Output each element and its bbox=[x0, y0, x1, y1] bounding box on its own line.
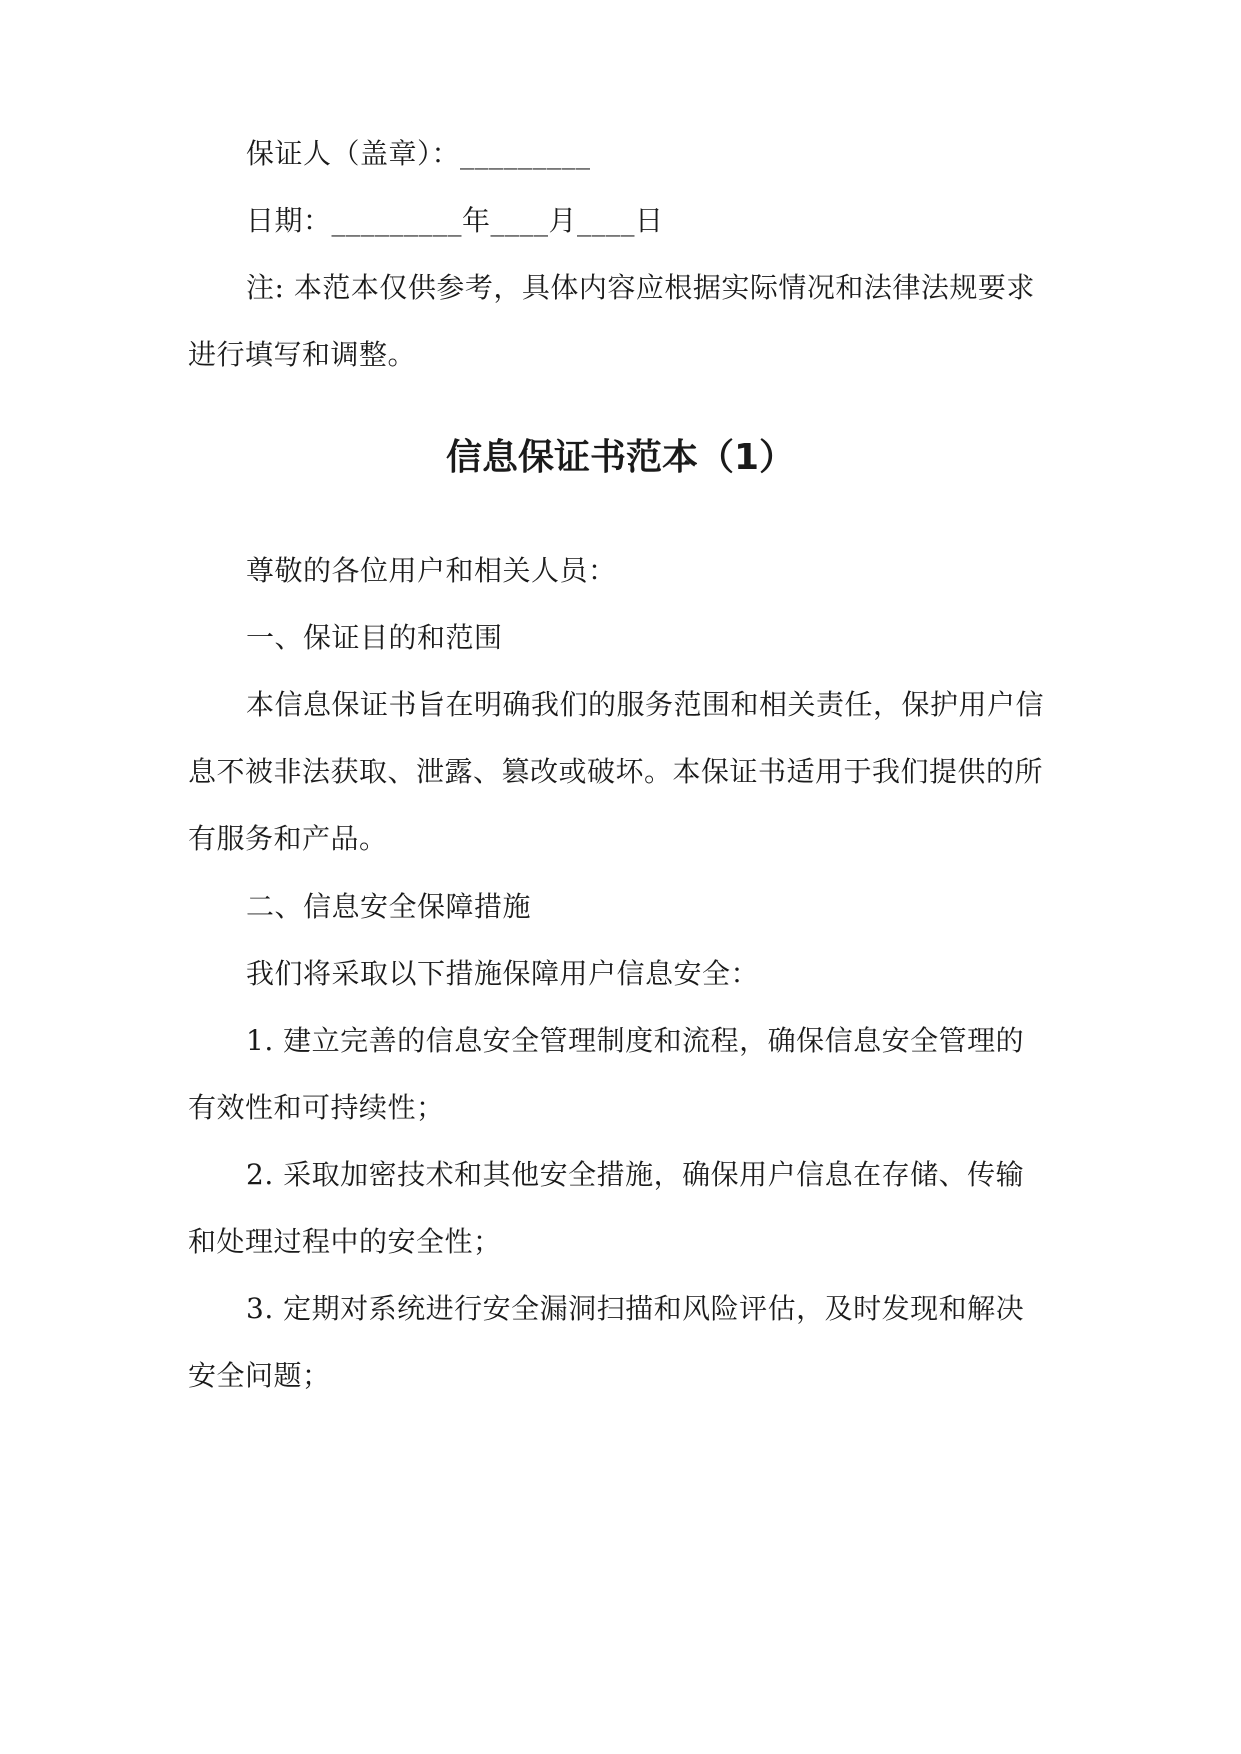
date-line: 日期：_________年____月____日 bbox=[246, 204, 664, 237]
document-title: 信息保证书范本（1） bbox=[445, 437, 796, 478]
salutation: 尊敬的各位用户和相关人员： bbox=[246, 554, 617, 587]
list-item-1-line-2: 有效性和可持续性； bbox=[188, 1091, 445, 1124]
section-2-intro: 我们将采取以下措施保障用户信息安全： bbox=[246, 957, 760, 990]
list-item-2-line-1: 2. 采取加密技术和其他安全措施，确保用户信息在存储、传输 bbox=[246, 1158, 1025, 1191]
guarantor-seal-line: 保证人（盖章）：_________ bbox=[246, 137, 591, 170]
section-1-paragraph-line-1: 本信息保证书旨在明确我们的服务范围和相关责任，保护用户信 bbox=[246, 688, 1045, 721]
section-1-paragraph-line-3: 有服务和产品。 bbox=[188, 822, 388, 855]
note-line-2: 进行填写和调整。 bbox=[188, 338, 417, 371]
section-1-heading: 一、保证目的和范围 bbox=[246, 621, 503, 654]
section-2-heading: 二、信息安全保障措施 bbox=[246, 890, 532, 923]
list-item-3-line-1: 3. 定期对系统进行安全漏洞扫描和风险评估，及时发现和解决 bbox=[246, 1292, 1025, 1325]
list-item-1-line-1: 1. 建立完善的信息安全管理制度和流程，确保信息安全管理的 bbox=[246, 1024, 1025, 1057]
note-line-1: 注: 本范本仅供参考，具体内容应根据实际情况和法律法规要求 bbox=[246, 271, 1035, 304]
list-item-2-line-2: 和处理过程中的安全性； bbox=[188, 1225, 502, 1258]
section-1-paragraph-line-2: 息不被非法获取、泄露、篡改或破坏。本保证书适用于我们提供的所 bbox=[188, 755, 1044, 788]
list-item-3-line-2: 安全问题； bbox=[188, 1359, 331, 1392]
